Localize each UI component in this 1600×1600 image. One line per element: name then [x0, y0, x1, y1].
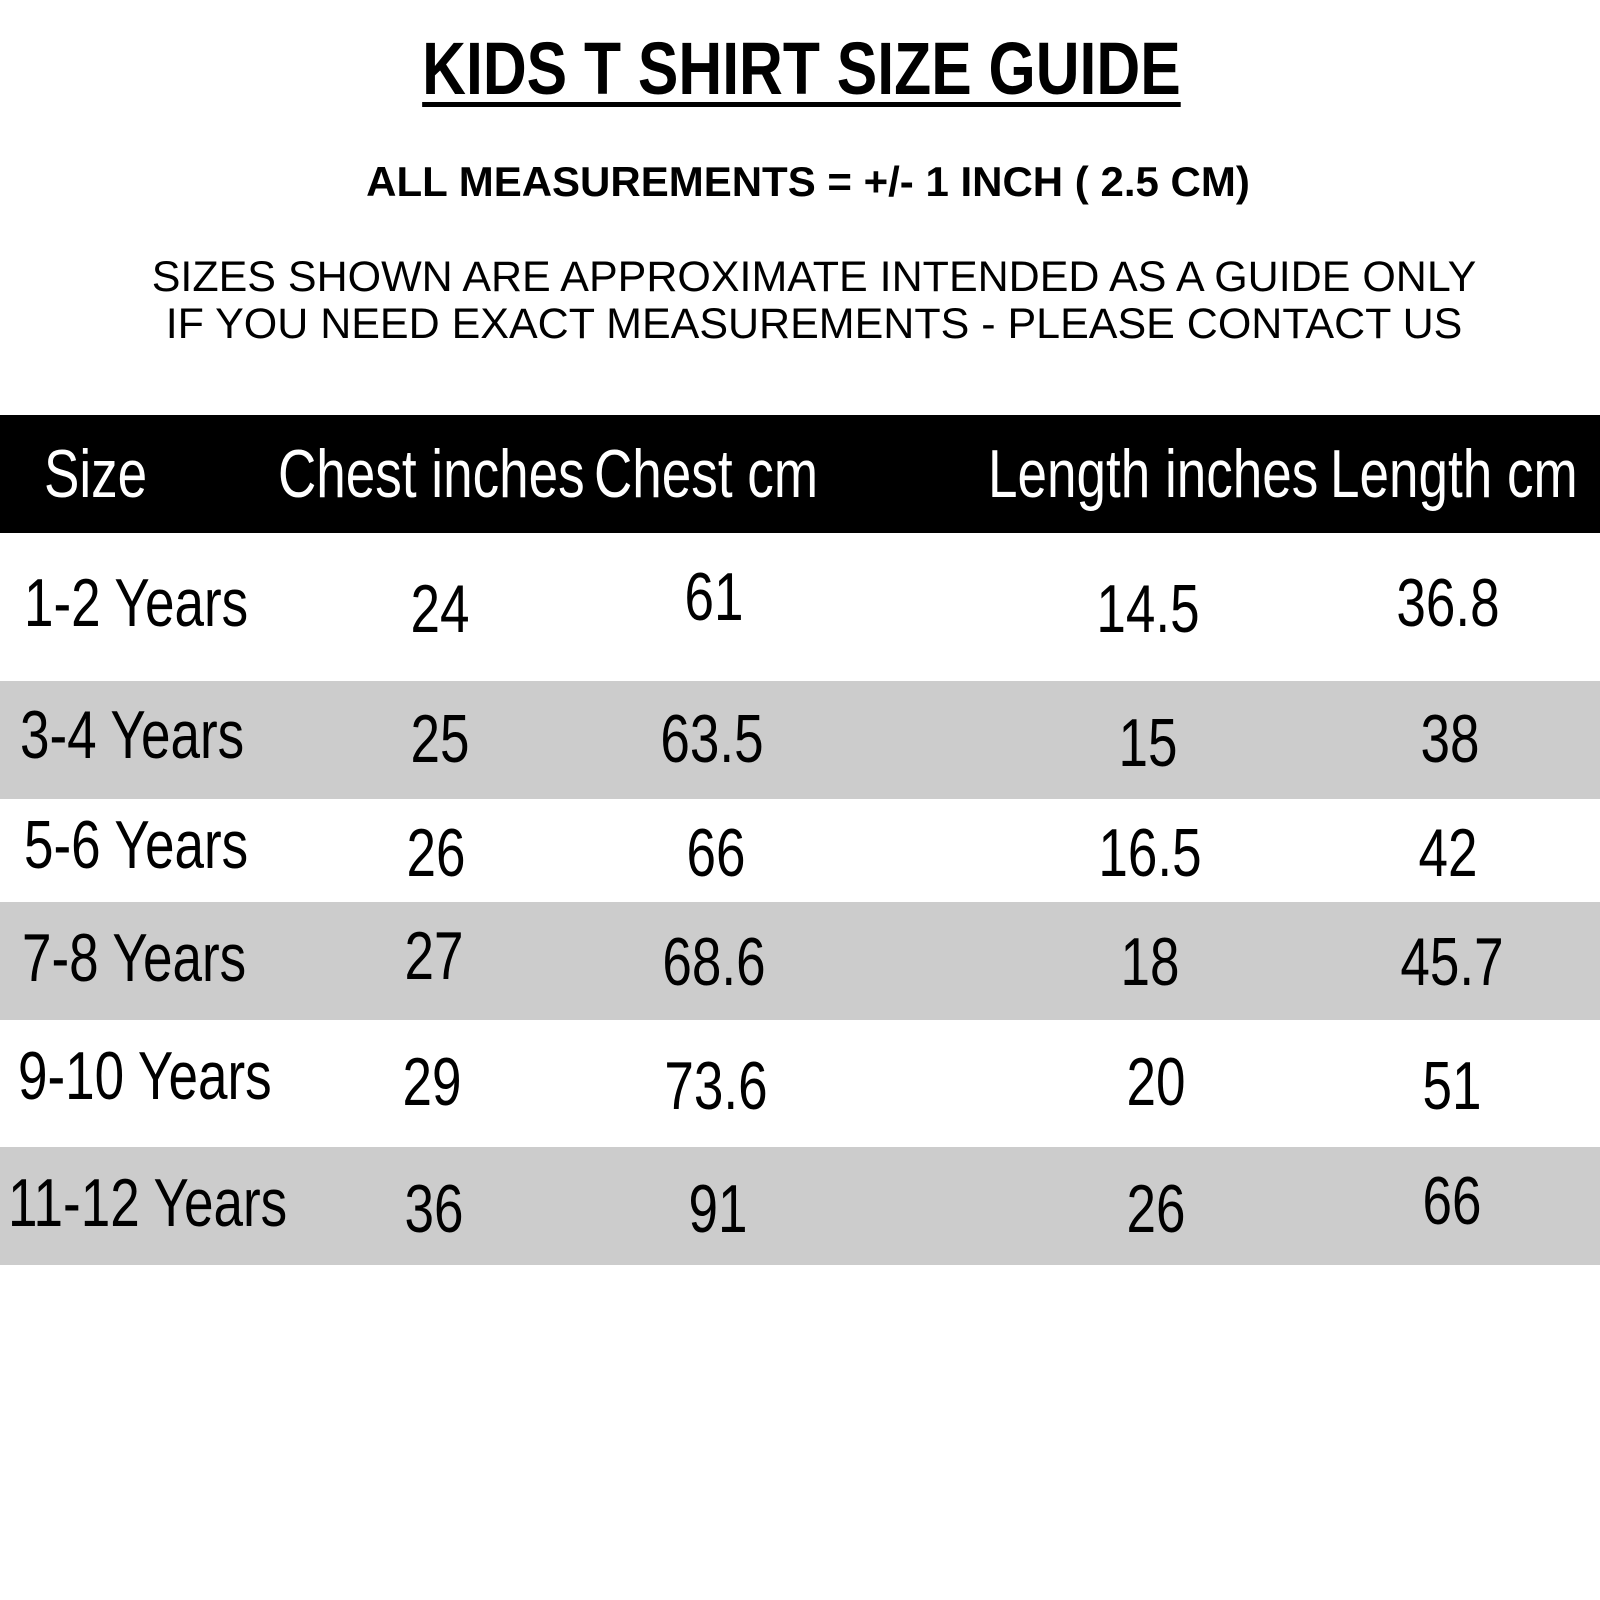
cell-chest-cm: 63.5 — [660, 701, 764, 777]
cell-chest-cm: 68.6 — [662, 924, 766, 1000]
cell-chest-inches: 36 — [404, 1171, 464, 1247]
cell-length-inches: 26 — [1126, 1171, 1186, 1247]
cell-size: 3-4 Years — [20, 697, 245, 773]
table-row — [0, 799, 1600, 917]
table-header — [0, 415, 1600, 533]
table-row — [0, 533, 1600, 671]
cell-chest-inches: 27 — [404, 918, 464, 994]
cell-length-inches: 15 — [1118, 705, 1178, 781]
cell-length-cm: 36.8 — [1396, 565, 1500, 641]
cell-length-cm: 45.7 — [1400, 924, 1504, 1000]
cell-size: 11-12 Years — [8, 1165, 288, 1241]
cell-chest-inches: 29 — [402, 1044, 462, 1120]
cell-length-inches: 18 — [1120, 924, 1180, 1000]
table-row — [0, 1147, 1600, 1265]
header-length-inches: Length inches — [988, 436, 1319, 512]
cell-chest-inches: 25 — [410, 701, 470, 777]
cell-length-cm: 51 — [1422, 1048, 1482, 1124]
measurement-tolerance: ALL MEASUREMENTS = +/- 1 INCH ( 2.5 CM) — [366, 158, 1250, 205]
note-line-2: IF YOU NEED EXACT MEASUREMENTS - PLEASE CONTACT US — [165, 300, 1463, 348]
table-row — [0, 902, 1600, 1020]
cell-chest-cm: 61 — [684, 559, 744, 635]
cell-chest-inches: 24 — [410, 571, 470, 647]
cell-length-cm: 38 — [1420, 701, 1480, 777]
header-chest-inches: Chest inches — [278, 436, 585, 512]
cell-length-inches: 14.5 — [1096, 571, 1200, 647]
cell-chest-cm: 91 — [688, 1171, 748, 1247]
cell-size: 7-8 Years — [22, 920, 247, 996]
header-size: Size — [44, 436, 148, 512]
header-chest-cm: Chest cm — [594, 436, 819, 512]
note-line-1: SIZES SHOWN ARE APPROXIMATE INTENDED AS A GUIDE ONLY — [151, 253, 1477, 301]
cell-chest-inches: 26 — [406, 815, 466, 891]
page-title — [145, 24, 1457, 114]
cell-length-cm: 42 — [1418, 815, 1478, 891]
table-row — [0, 1020, 1600, 1138]
cell-size: 9-10 Years — [18, 1038, 272, 1114]
cell-chest-cm: 73.6 — [664, 1048, 768, 1124]
cell-chest-cm: 66 — [686, 815, 746, 891]
header-length-cm: Length cm — [1330, 436, 1578, 512]
cell-size: 5-6 Years — [24, 807, 249, 883]
table-row — [0, 681, 1600, 799]
cell-length-cm: 66 — [1422, 1163, 1482, 1239]
cell-length-inches: 16.5 — [1098, 815, 1202, 891]
page-title-text: KIDS T SHIRT SIZE GUIDE — [422, 27, 1181, 110]
cell-size: 1-2 Years — [24, 565, 249, 641]
cell-length-inches: 20 — [1126, 1044, 1186, 1120]
